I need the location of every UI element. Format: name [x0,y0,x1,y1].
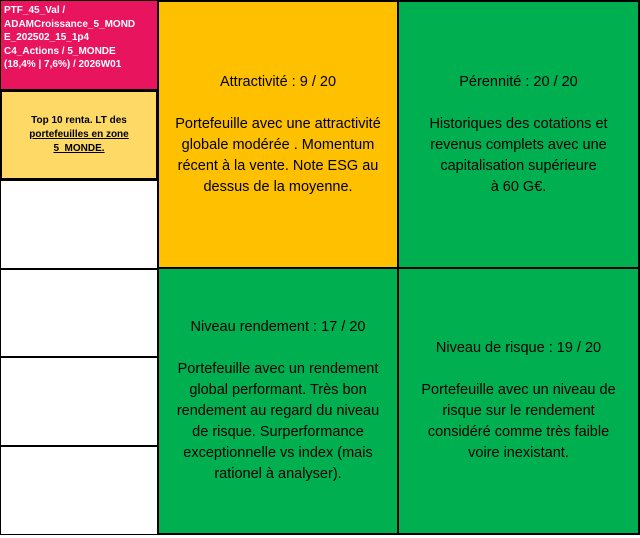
description-line: revenus complets avec une [430,136,607,153]
description-line: dessus de la moyenne. [203,178,353,195]
description-line: exceptionnelle vs index (mais [183,445,373,461]
description-line: de risque. Surperformance [192,424,364,440]
ranking-line: 5_MONDE. [53,143,105,154]
empty-cell[interactable] [0,180,158,269]
description-line: rendement au regard du niveau [176,403,380,419]
description-line: global performant. Très bon [189,382,367,398]
ranking-line: Top 10 renta. LT des [31,115,127,126]
description-line: à 60 G€. [490,178,547,195]
description-line: récent à la vente. Note ESG au [177,157,379,174]
portfolio-id-cell[interactable] [0,0,158,90]
risque-quadrant[interactable] [397,267,640,535]
ranking-line: portefeuilles en zone [29,129,129,140]
ranking-text [29,114,128,156]
portfolio-id-line: E_202502_15_1p4 [4,32,90,43]
description-line: considéré comme très faible [427,424,610,440]
rendement-description [173,359,383,485]
description-line: risque sur le rendement [442,403,595,419]
description-line: globale modérée . Momentum [181,136,375,153]
portfolio-id-line: C4_Actions / 5_MONDE [4,45,116,57]
ranking-cell[interactable] [0,90,158,180]
risque-score: Niveau de risque : 19 / 20 [435,340,602,356]
perennite-score: Pérennité : 20 / 20 [459,73,578,90]
attractivite-score: Attractivité : 9 / 20 [219,73,337,90]
description-line: Portefeuille avec une attractivité [175,115,381,132]
attractivite-description [171,114,385,198]
empty-cell[interactable] [0,269,158,357]
description-line: Historiques des cotations et [429,115,608,132]
description-line: rationel à analyser). [214,466,342,482]
risque-description [417,380,619,464]
attractivite-quadrant[interactable] [157,0,399,269]
rendement-quadrant[interactable] [157,267,399,535]
empty-cell[interactable] [0,357,158,446]
empty-cell[interactable] [0,446,158,535]
description-line: Portefeuille avec un niveau de [421,382,616,398]
description-line: voire inexistant. [468,445,569,461]
perennite-description [425,114,611,198]
rendement-score: Niveau rendement : 17 / 20 [190,319,366,335]
perennite-quadrant[interactable] [397,0,640,269]
portfolio-id-line: PTF_45_Val / [4,5,66,16]
description-line: Portefeuille avec un rendement [177,361,379,377]
description-line: capitalisation supérieure [440,157,597,174]
portfolio-id-line: (18,4% | 7,6%) / 2026W01 [4,59,122,70]
portfolio-id-line: ADAMCroissance_5_MOND [4,18,136,30]
